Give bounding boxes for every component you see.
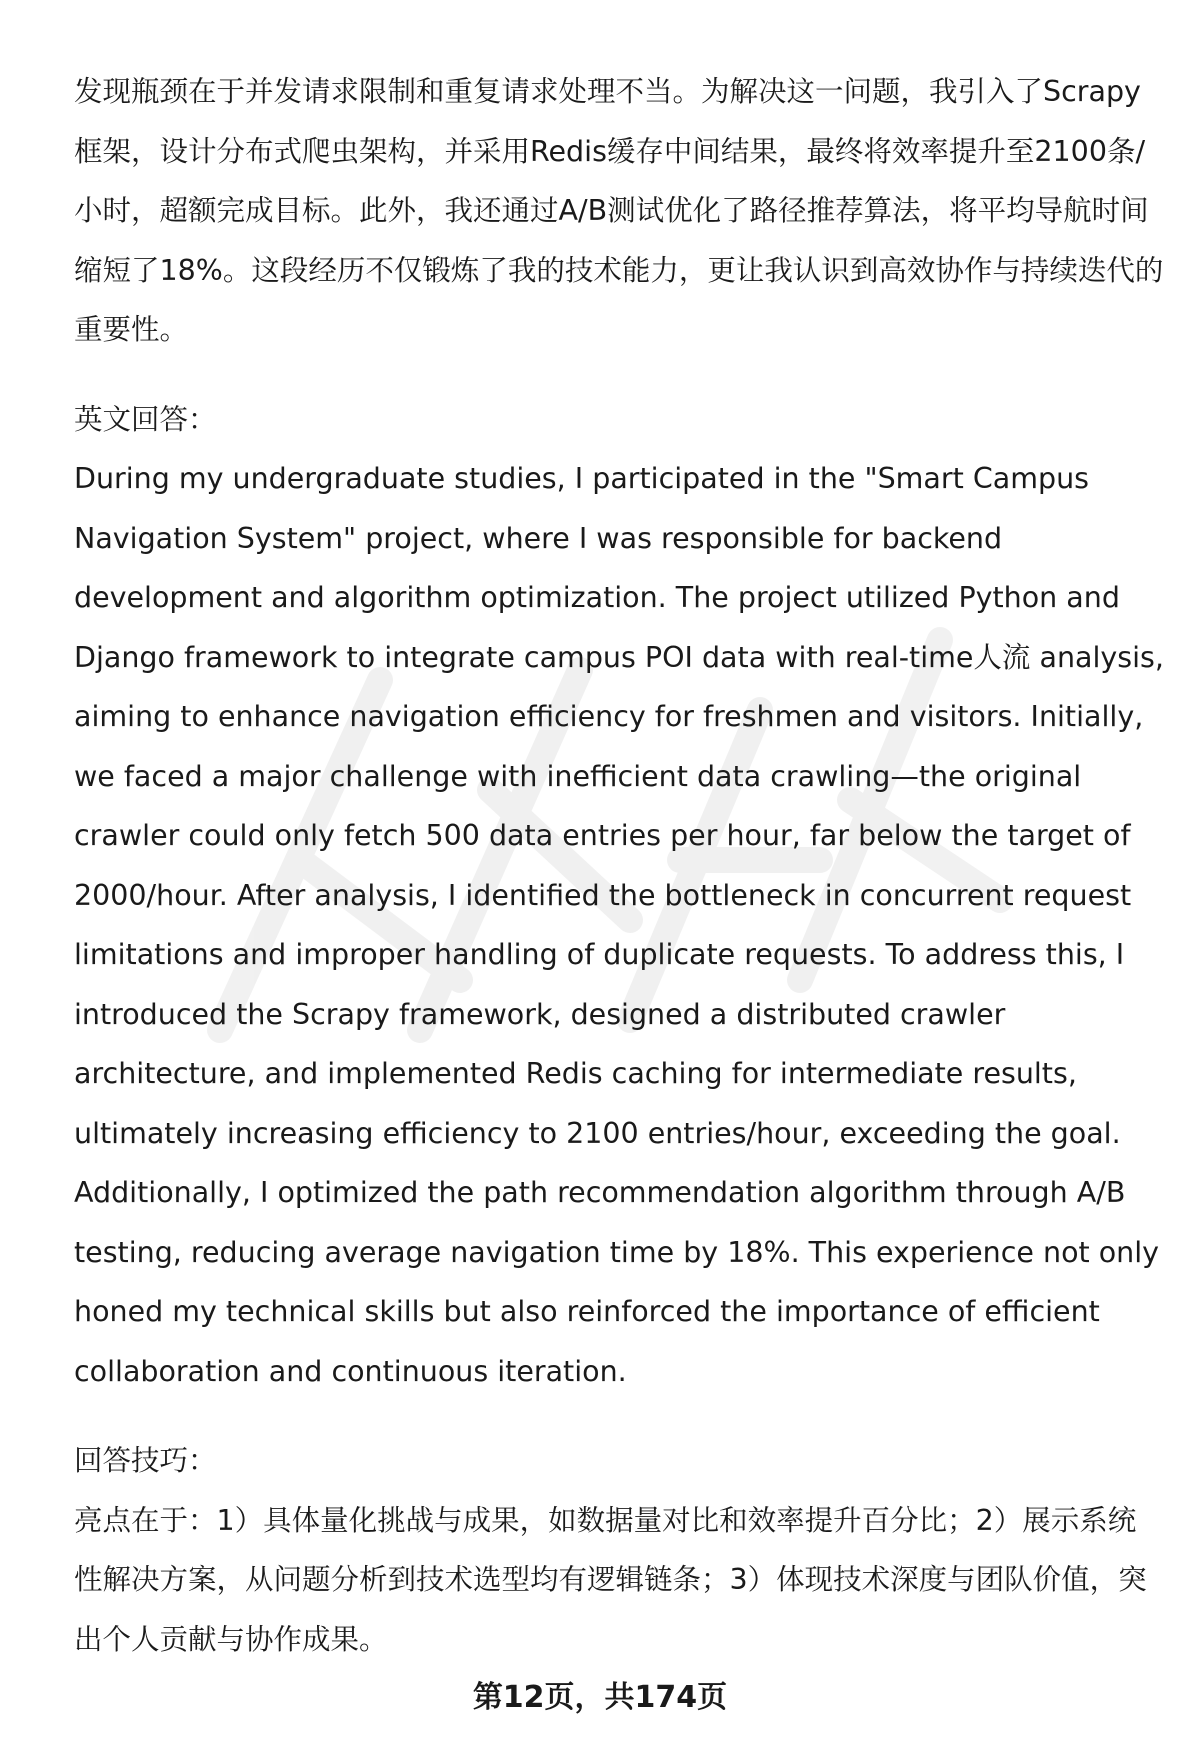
document-body — [74, 62, 1164, 1669]
english-answer-label: 英文回答： — [74, 402, 217, 436]
section-gap — [74, 360, 1164, 390]
section-gap — [74, 1401, 1164, 1431]
chinese-answer-tail: 发现瓶颈在于并发请求限制和重复请求处理不当。为解决这一问题，我引入了Scrapy框架，设计分布式爬虫架构，并采用Redis缓存中间结果，最终将效率提升至2100条/小时，超额完成目标。此外，我还通过A/B测试优化了路径推荐算法，将平均导航时间缩短了18%。这段经历不仅锻炼了我的技术能力，更让我认识到高效协作与持续迭代的重要性。 — [74, 75, 1164, 346]
page-indicator: 第12页，共174页 — [472, 1680, 728, 1715]
english-answer-text: During my undergraduate studies, I participated in the "Smart Campus Navigation System" project, where I was responsible for backend development and algorithm optimization. The project utilized Python and Django framework to integrate campus POI data with real-time人流 analysis, aiming to enhance navigation efficiency for freshmen and visitors. Initially, we faced a major challenge with inefficient data crawling—the original crawler could only fetch 500 data entries per hour, far below the target of 2000/hour. After analysis, I identified the bottleneck in concurrent request limitations and improper handling of duplicate requests. To address this, I introduced the Scrapy framework, designed a distributed crawler architecture, and implemented Redis caching for intermediate results, ultimately increasing efficiency to 2100 entries/hour, exceeding the goal. Additionally, I optimized the path recommendation algorithm through A/B testing, reducing average navigation time by 18%. This experience not only honed my technical skills but also reinforced the importance of efficient collaboration and continuous iteration. — [74, 462, 1164, 1388]
answer-tips-label: 回答技巧： — [74, 1444, 217, 1477]
answer-tips-text: 亮点在于：1）具体量化挑战与成果，如数据量对比和效率提升百分比；2）展示系统性解决方案，从问题分析到技术选型均有逻辑链条；3）体现技术深度与团队价值，突出个人贡献与协作成果。 — [74, 1503, 1147, 1656]
